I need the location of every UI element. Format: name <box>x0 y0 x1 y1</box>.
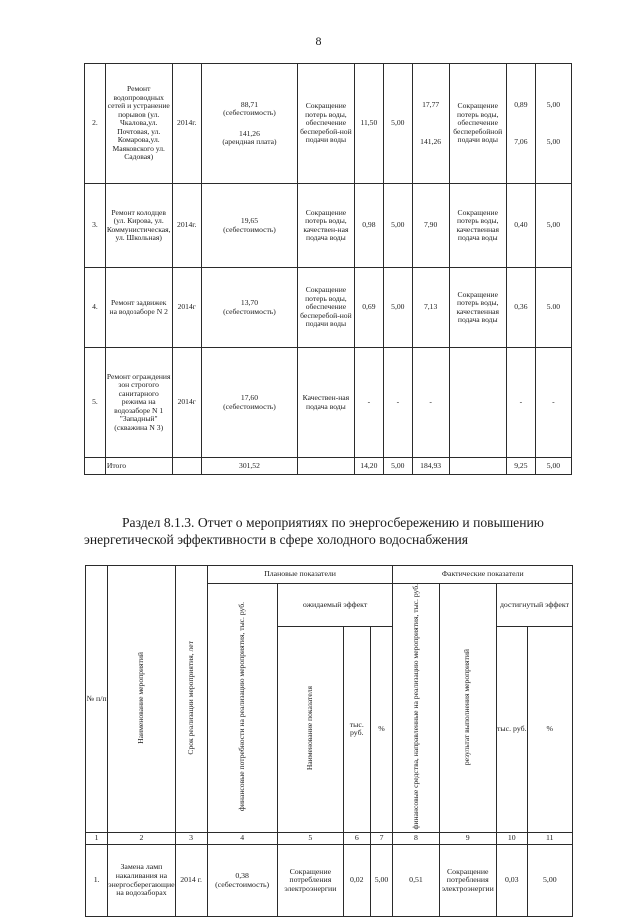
expected-thous: 0,02 <box>344 845 371 917</box>
column-number: 7 <box>370 833 393 845</box>
measure-year: 2014г. <box>172 64 201 184</box>
header-expected: ожидаемый эффект <box>277 584 393 627</box>
header-indicator: Наименование показателя <box>277 626 343 833</box>
cost-note: (себестоимость) <box>215 879 270 889</box>
cost-note: (себестоимость) <box>223 401 276 411</box>
planned-cost <box>201 348 297 458</box>
expected-pct: 5,00 <box>370 845 393 917</box>
row-number: 4. <box>85 268 106 348</box>
achieved-pct: 5.00 <box>535 268 571 348</box>
expected-pct: 5,00 <box>383 184 412 268</box>
cost-value: 17,60 <box>240 393 259 402</box>
actual-funds <box>412 64 449 184</box>
expected-pct: 5,00 <box>383 64 412 184</box>
row-number: 5. <box>85 348 106 458</box>
measure-year: 2014 г. <box>175 845 207 917</box>
row-number: 3. <box>85 184 106 268</box>
total-actual-funds: 184,93 <box>412 458 449 475</box>
achieved-thous: 0,40 <box>506 184 535 268</box>
section-heading-line: энергетической эффективности в сфере холодного водоснабжения <box>84 532 468 547</box>
achieved-pct <box>535 64 571 184</box>
header-thous-actual: тыс. руб. <box>496 626 527 833</box>
header-achieved: достигнутый эффект <box>496 584 572 627</box>
table-row <box>85 268 572 348</box>
expected-thous: 11,50 <box>354 64 383 184</box>
achieved-thous <box>506 64 535 184</box>
section-heading <box>84 514 574 548</box>
section-heading-line: Раздел 8.1.3. Отчет о мероприятиях по энергосбережению и повышению <box>122 515 544 530</box>
total-achieved-thous: 9,25 <box>506 458 535 475</box>
header-pct-actual: % <box>527 626 572 833</box>
achieved-pct: 5,00 <box>535 184 571 268</box>
header-fin-spent: финансовые средства, направленные на реализацию мероприятия, тыс. руб. <box>393 584 439 833</box>
actual-funds: - <box>412 348 449 458</box>
measure-year: 2014г. <box>172 184 201 268</box>
achieved-pct: 5,00 <box>527 845 572 917</box>
page-number: 8 <box>315 34 322 48</box>
result-text: Сокращение потерь воды, качественная подача воды <box>449 184 506 268</box>
column-number: 2 <box>108 833 175 845</box>
measure-year: 2014г <box>172 268 201 348</box>
column-number: 1 <box>86 833 108 845</box>
result-text: Сокращение потерь воды, качественная подача воды <box>449 268 506 348</box>
actual-funds: 0,51 <box>393 845 439 917</box>
achieved-thous: 0,03 <box>496 845 527 917</box>
expected-effect: Качествен-ная подача воды <box>298 348 355 458</box>
header-pct: % <box>370 626 393 833</box>
table-row <box>85 184 572 268</box>
table-row <box>85 64 572 184</box>
result-text: Сокращение потерь воды, обеспечение бесперебойной подачи воды <box>449 64 506 184</box>
header-name: Наименование мероприятий <box>108 566 175 833</box>
expected-effect: Сокращение потерь воды, обеспечение бесперебой-ной подачи воды <box>298 268 355 348</box>
header-term: Срок реализации мероприятия, лет <box>175 566 207 833</box>
expected-thous: - <box>354 348 383 458</box>
achieved-pct-value: 5,00 <box>546 136 561 146</box>
column-number: 11 <box>527 833 572 845</box>
expected-thous: 0,98 <box>354 184 383 268</box>
achieved-value: 0,89 <box>514 100 528 109</box>
expected-thous: 0,69 <box>354 268 383 348</box>
column-number: 10 <box>496 833 527 845</box>
expected-effect: Сокращение потерь воды, обеспечение бесперебой-ной подачи воды <box>298 64 355 184</box>
measure-name: Ремонт задвижек на водозаборе N 2 <box>105 268 172 348</box>
energy-saving-table <box>85 565 573 917</box>
total-achieved-pct: 5,00 <box>535 458 571 475</box>
fact-value: 17,77 <box>422 100 440 109</box>
header-planned: Плановые показатели <box>207 566 393 584</box>
expected-pct: - <box>383 348 412 458</box>
cost-note: (себестоимость) <box>223 224 276 234</box>
planned-cost <box>201 268 297 348</box>
cost-note: (арендная плата) <box>222 137 277 146</box>
achieved-value: 7,06 <box>514 136 528 146</box>
row-number: 2. <box>85 64 106 184</box>
cost-value: 141,26 <box>239 128 260 138</box>
table-row <box>86 845 573 917</box>
header-actual: Фактические показатели <box>393 566 573 584</box>
cost-value: 88,71 <box>240 99 259 109</box>
header-row <box>86 566 573 584</box>
cost-note: (себестоимость) <box>223 306 276 316</box>
header-num: № п/п <box>86 566 108 833</box>
header-fin-need: финансовые потребности на реализацию мероприятия, тыс. руб. <box>207 584 277 833</box>
result-text: Сокращение потребления электроэнергии <box>439 845 496 917</box>
expected-effect: Сокращение потерь воды, качествен-ная подача воды <box>298 184 355 268</box>
planned-cost <box>201 64 297 184</box>
achieved-thous: - <box>506 348 535 458</box>
result-text <box>449 348 506 458</box>
expected-pct: 5,00 <box>383 268 412 348</box>
column-number: 8 <box>393 833 439 845</box>
header-thous: тыс. руб. <box>344 626 371 833</box>
achieved-pct-value: 5,00 <box>546 100 561 109</box>
header-result: результат выполнения мероприятий <box>439 584 496 833</box>
planned-cost <box>201 184 297 268</box>
measure-name: Ремонт ограждения зон строгого санитарного режима на водозаборе N 1 "Западный" (скважина N 3) <box>105 348 172 458</box>
column-numbers-row <box>86 833 573 845</box>
achieved-thous: 0,36 <box>506 268 535 348</box>
table-row <box>85 348 572 458</box>
total-expected-thous: 14,20 <box>354 458 383 475</box>
measure-year: 2014г <box>172 348 201 458</box>
total-expected-pct: 5,00 <box>383 458 412 475</box>
total-label: Итого <box>105 458 172 475</box>
actual-funds: 7,13 <box>412 268 449 348</box>
measures-table-continued <box>84 63 572 475</box>
column-number: 9 <box>439 833 496 845</box>
column-number: 6 <box>344 833 371 845</box>
fact-value: 141,26 <box>420 136 442 146</box>
cost-value: 13,70 <box>240 298 259 307</box>
column-number: 5 <box>277 833 343 845</box>
cost-note: (себестоимость) <box>223 108 276 117</box>
measure-name: Ремонт колодцев (ул. Кирова, ул. Коммунистическая, ул. Школьная) <box>105 184 172 268</box>
total-cost: 301,52 <box>201 458 297 475</box>
cost-value: 0,38 <box>235 871 249 881</box>
column-number: 4 <box>207 833 277 845</box>
planned-cost <box>207 845 277 917</box>
achieved-pct: - <box>535 348 571 458</box>
row-number: 1. <box>86 845 108 917</box>
indicator-name: Сокращение потребления электроэнергии <box>277 845 343 917</box>
measure-name: Замена ламп накаливания на энергосберегающие на водозаборах <box>108 845 175 917</box>
column-number: 3 <box>175 833 207 845</box>
total-row <box>85 458 572 475</box>
cost-value: 19,65 <box>240 216 259 225</box>
actual-funds: 7,90 <box>412 184 449 268</box>
measure-name: Ремонт водопроводных сетей и устранение порывов (ул. Чкалова,ул. Почтовая, ул. Комарова,ул. Маяковского ул. Садовая) <box>105 64 172 184</box>
